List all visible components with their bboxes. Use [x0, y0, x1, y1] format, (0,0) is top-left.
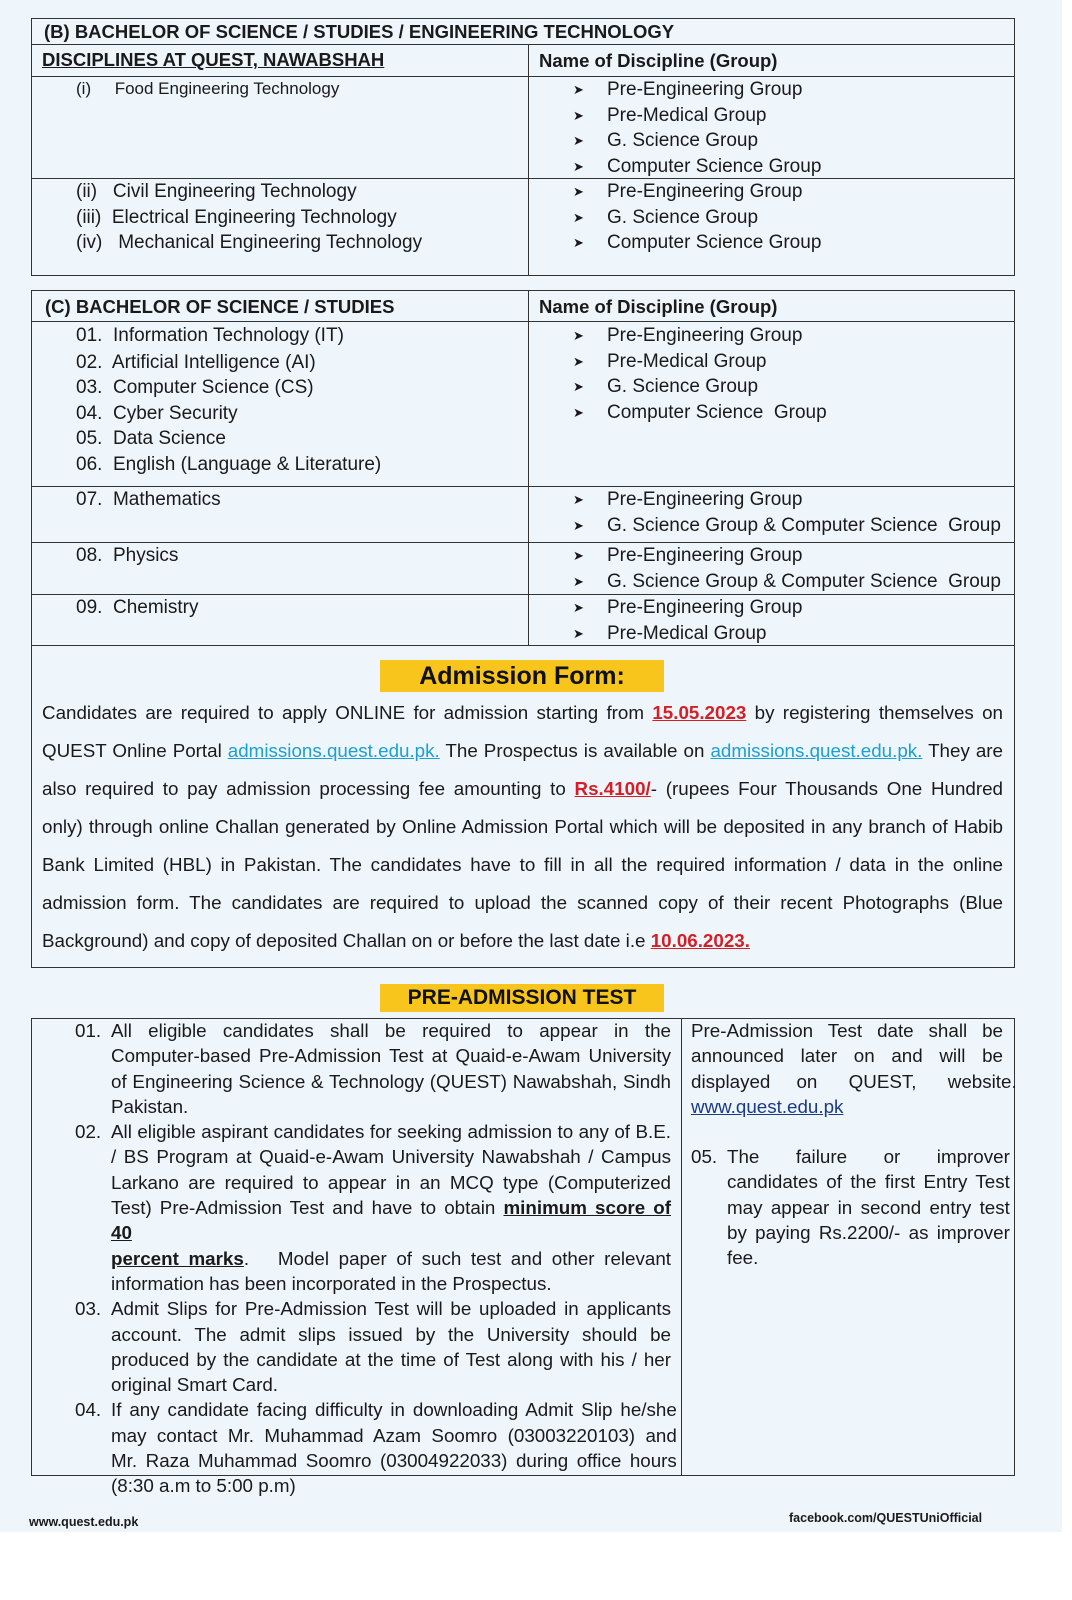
list-item: ➤ Pre-Medical Group	[573, 349, 827, 375]
pre-admission-right-column	[691, 1018, 1017, 1271]
paragraph-line: also required to pay admission processing fee amounting to Rs.4100/- (rupees Four Thousands One Hundred	[42, 778, 1004, 799]
discipline-item: 08. Physics	[76, 545, 179, 566]
arrow-bullet-icon: ➤	[573, 133, 584, 149]
portal-link[interactable]: admissions.quest.edu.pk.	[227, 740, 440, 761]
discipline-item: 05. Data Science	[76, 428, 226, 449]
group-list	[573, 487, 1001, 538]
arrow-bullet-icon: ➤	[573, 404, 584, 420]
section-c-col2-header: Name of Discipline (Group)	[539, 296, 778, 317]
list-item: ➤ Computer Science Group	[573, 230, 821, 256]
paragraph-line: admission form. The candidates are required to upload the scanned copy of their recent Photographs (Blue	[42, 892, 1003, 913]
paragraph-line: Background) and copy of deposited Challan on or before the last date i.e 10.06.2023.	[42, 930, 750, 951]
divider	[528, 44, 529, 276]
paragraph-line: displayed on QUEST, website.	[691, 1070, 1017, 1092]
discipline-item: 01. Information Technology (IT)	[76, 325, 344, 346]
list-item: 03. Admit Slips for Pre-Admission Test will be uploaded in applicants account. The admit slips issued by the University should be produced by the candidate at the time of Test along with his / her original Smart Card.	[75, 1298, 671, 1396]
list-item: ➤ G. Science Group	[573, 205, 821, 231]
divider	[31, 645, 1015, 646]
arrow-bullet-icon: ➤	[573, 328, 584, 343]
list-item: 01. All eligible candidates shall be required to appear in the Computer-based Pre-Admission Test at Quaid-e-Awam University of Engineering Science & Technology (QUEST) Nawabshah, Sindh Pakistan.	[75, 1020, 671, 1117]
minimum-score: minimum score of 40	[111, 1197, 671, 1244]
list-item: ➤ G. Science Group	[573, 128, 821, 154]
quest-website-link[interactable]: www.quest.edu.pk	[691, 1095, 844, 1117]
arrow-bullet-icon: ➤	[573, 379, 584, 395]
discipline-item: 06. English (Language & Literature)	[76, 454, 382, 475]
group-list	[573, 595, 802, 646]
list-item: ➤ Pre-Engineering Group	[573, 487, 1001, 513]
group-list	[573, 543, 1001, 594]
paragraph-line: Candidates are required to apply ONLINE for admission starting from 15.05.2023 by registering themselves on	[42, 702, 1004, 723]
paragraph-line: only) through online Challan generated by Online Admission Portal which will be deposited in any branch of Habib	[42, 816, 1003, 837]
website-link-line	[691, 1094, 1003, 1119]
arrow-bullet-icon: ➤	[573, 573, 584, 589]
list-item: 05. The failure or improver candidates of the first Entry Test may appear in second entry test by paying Rs.2200/- as improver fee.	[691, 1146, 1010, 1269]
discipline-item: (i) Food Engineering Technology	[76, 79, 340, 98]
discipline-item: (iii) Electrical Engineering Technology	[76, 207, 397, 228]
list-item: ➤ Pre-Engineering Group	[573, 323, 827, 349]
discipline-item: (iv) Mechanical Engineering Technology	[76, 232, 423, 253]
list-item: ➤ Pre-Medical Group	[573, 103, 821, 129]
group-list	[573, 323, 827, 425]
list-item: ➤ G. Science Group & Computer Science Group	[573, 513, 1001, 539]
paragraph-line: announced later on and will be	[691, 1045, 1003, 1067]
section-c-title: (C) BACHELOR OF SCIENCE / STUDIES	[45, 296, 395, 317]
prospectus-link[interactable]: admissions.quest.edu.pk.	[710, 740, 923, 761]
section-b-col2-header: Name of Discipline (Group)	[539, 50, 778, 71]
divider	[681, 1018, 682, 1476]
arrow-bullet-icon: ➤	[573, 353, 584, 369]
last-date: 10.06.2023.	[650, 930, 750, 951]
arrow-bullet-icon: ➤	[573, 209, 584, 225]
arrow-bullet-icon: ➤	[573, 517, 584, 533]
list-item: ➤ Pre-Medical Group	[573, 621, 802, 647]
paragraph-line: Pre-Admission Test date shall be	[691, 1020, 1003, 1041]
discipline-item: 04. Cyber Security	[76, 403, 238, 424]
list-item: ➤ G. Science Group & Computer Science Group	[573, 569, 1001, 595]
arrow-bullet-icon: ➤	[573, 82, 584, 97]
admission-form-paragraph	[42, 694, 1003, 960]
list-item: ➤ Pre-Engineering Group	[573, 77, 821, 103]
arrow-bullet-icon: ➤	[573, 184, 584, 199]
list-item: ➤ Computer Science Group	[573, 400, 827, 426]
list-item: 04. If any candidate facing difficulty in downloading Admit Slip he/she may contact Mr. Muhammad Azam Soomro (03003220103) and Mr. Raza Muhammad Soomro (03004922033) during office hours (8:30 a.m to 5:00 p.m)	[75, 1399, 677, 1497]
list-item: ➤ G. Science Group	[573, 374, 827, 400]
list-item: 02. All eligible aspirant candidates for seeking admission to any of B.E. / BS Program at Quaid-e-Awam University Nawabshah / Campus Larkano are required to appear in an MCQ type (Computerized Test) Pre-Admission Test and have to obtain minimum score of 40 percent marks. Model paper of such test and other relevant information has been incorporated in the Prospectus.	[75, 1121, 672, 1294]
arrow-bullet-icon: ➤	[573, 625, 584, 641]
list-item: ➤ Pre-Engineering Group	[573, 179, 821, 205]
arrow-bullet-icon: ➤	[573, 548, 584, 563]
discipline-item: 07. Mathematics	[76, 489, 221, 510]
pre-admission-test-heading: PRE-ADMISSION TEST	[380, 984, 664, 1012]
list-item: ➤ Pre-Engineering Group	[573, 543, 1001, 569]
list-item: ➤ Pre-Engineering Group	[573, 595, 802, 621]
start-date: 15.05.2023	[652, 702, 747, 723]
section-b-title: (B) BACHELOR OF SCIENCE / STUDIES / ENGINEERING TECHNOLOGY	[44, 21, 675, 42]
group-list	[573, 179, 821, 256]
divider	[31, 44, 1015, 45]
footer-website[interactable]: www.quest.edu.pk	[29, 1515, 139, 1529]
arrow-bullet-icon: ➤	[573, 235, 584, 251]
group-list	[573, 77, 821, 179]
paragraph-line: QUEST Online Portal admissions.quest.edu.pk. The Prospectus is available on admissions.quest.edu.pk. They are	[42, 740, 1003, 761]
arrow-bullet-icon: ➤	[573, 600, 584, 615]
percent-marks: percent marks	[111, 1247, 244, 1269]
pre-admission-left-column	[75, 1018, 677, 1499]
section-b-col1-header: DISCIPLINES AT QUEST, NAWABSHAH	[42, 49, 385, 70]
paragraph-line: Bank Limited (HBL) in Pakistan. The candidates have to fill in all the required information / data in the online	[42, 854, 1003, 875]
discipline-item: 09. Chemistry	[76, 597, 199, 618]
divider	[31, 321, 1015, 322]
arrow-bullet-icon: ➤	[573, 492, 584, 507]
discipline-item: (ii) Civil Engineering Technology	[76, 181, 357, 202]
arrow-bullet-icon: ➤	[573, 158, 584, 174]
discipline-item: 03. Computer Science (CS)	[76, 377, 314, 398]
discipline-item: 02. Artificial Intelligence (AI)	[76, 352, 316, 373]
admission-form-heading: Admission Form:	[380, 660, 664, 692]
divider	[528, 290, 529, 645]
footer-facebook[interactable]: facebook.com/QUESTUniOfficial	[789, 1511, 983, 1525]
arrow-bullet-icon: ➤	[573, 107, 584, 123]
processing-fee: Rs.4100/	[574, 778, 651, 799]
list-item: ➤ Computer Science Group	[573, 154, 821, 180]
